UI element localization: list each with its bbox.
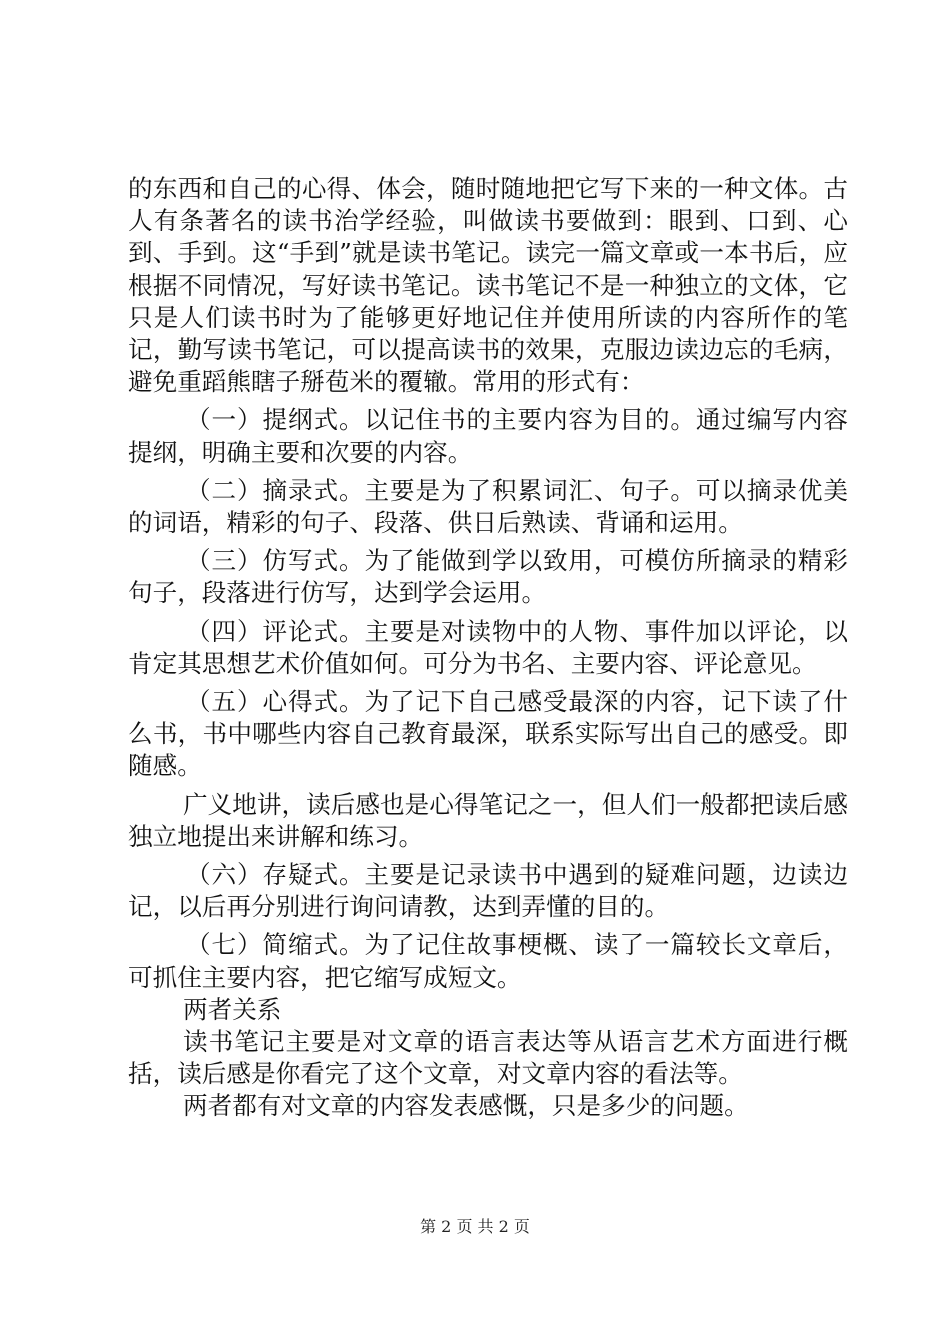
paragraph-outline-style: （一）提纲式。以记住书的主要内容为目的。通过编写内容提纲，明确主要和次要的内容。 <box>128 405 848 467</box>
paragraph-condensed-style: （七）简缩式。为了记住故事梗概、读了一篇较长文章后，可抓住主要内容，把它缩写成短文。 <box>128 930 848 992</box>
paragraph-conclusion: 两者都有对文章的内容发表感慨，只是多少的问题。 <box>183 1091 749 1121</box>
page-footer <box>0 1217 950 1237</box>
paragraph-broad-sense: 广义地讲，读后感也是心得笔记之一，但人们一般都把读后感独立地提出来讲解和练习。 <box>128 789 848 851</box>
paragraph-imitation-style: （三）仿写式。为了能做到学以致用，可模仿所摘录的精彩句子，段落进行仿写，达到学会运用。 <box>128 546 848 608</box>
paragraph-reflection-style: （五）心得式。为了记下自己感受最深的内容，记下读了什么书，书中哪些内容自己教育最深，联系实际写出自己的感受。即随感。 <box>128 687 848 781</box>
document-body <box>128 173 848 1123</box>
paragraph-questioning-style: （六）存疑式。主要是记录读书中遇到的疑难问题，边读边记，以后再分别进行询问请教，达到弄懂的目的。 <box>128 860 848 922</box>
page-number-label: 第 2 页 共 2 页 <box>420 1217 530 1236</box>
paragraph-intro: 的东西和自己的心得、体会，随时随地把它写下来的一种文体。古人有条著名的读书治学经验，叫做读书要做到：眼到、口到、心到、手到。这“手到”就是读书笔记。读完一篇文章或一本书后，应根据不同情况，写好读书笔记。读书笔记不是一种独立的文体，它只是人们读书时为了能够更好地记住并使用所读的内容所作的笔记，勤写读书笔记，可以提高读书的效果，克服边读边忘的毛病，避免重蹈熊瞎子掰苞米的覆辙。常用的形式有： <box>128 174 848 397</box>
paragraph-relationship-body: 读书笔记主要是对文章的语言表达等从语言艺术方面进行概括，读后感是你看完了这个文章，对文章内容的看法等。 <box>128 1027 848 1089</box>
paragraph-commentary-style: （四）评论式。主要是对读物中的人物、事件加以评论，以肯定其思想艺术价值如何。可分为书名、主要内容、评论意见。 <box>128 616 848 678</box>
section-heading-relationship: 两者关系 <box>183 994 282 1024</box>
paragraph-excerpt-style: （二）摘录式。主要是为了积累词汇、句子。可以摘录优美的词语，精彩的句子、段落、供日后熟读、背诵和运用。 <box>128 475 848 538</box>
